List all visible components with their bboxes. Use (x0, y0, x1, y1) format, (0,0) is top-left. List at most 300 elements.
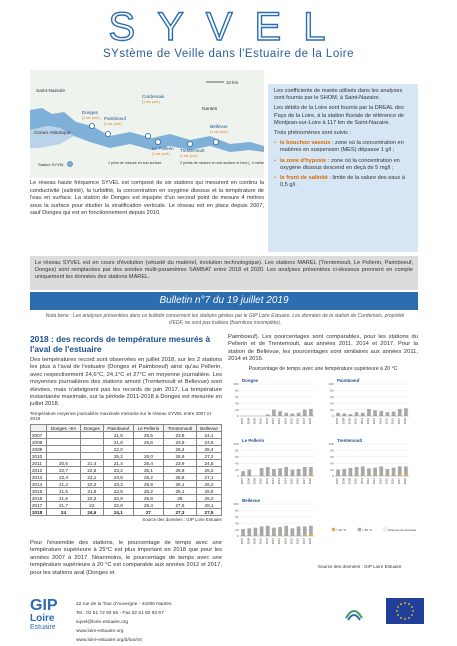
chart-bar-over20 (379, 466, 383, 476)
table-cell: 2010 (31, 453, 47, 460)
table-cell: 27,5 (196, 509, 221, 516)
chart-xtick-label: 2015 (289, 478, 294, 485)
table-cell: 26,8 (163, 453, 196, 460)
chart-bar-over20 (355, 467, 359, 476)
chart-xtick-label: 2015 (384, 478, 389, 485)
table-cell: 26,8 (163, 474, 196, 481)
chart-bar-over20 (297, 469, 301, 476)
chart-xtick-label: 2009 (252, 538, 257, 545)
chart-bar-over20 (278, 468, 282, 476)
chart-xtick-label: 2012 (365, 418, 370, 425)
chart-xtick-label: 2013 (277, 538, 282, 545)
table-cell: 22,5 (103, 488, 133, 495)
chart-xtick-label: 2016 (295, 418, 300, 425)
chart-xtick-label: 2018 (307, 478, 312, 485)
legend-swatch (384, 528, 387, 531)
chart-ytick-label: 40 (330, 461, 334, 466)
chart-xtick-label: 2015 (384, 418, 389, 425)
chart-bar-over20 (272, 410, 276, 416)
gip-logo (30, 598, 70, 632)
legend-label: > 20 °C (336, 527, 347, 532)
charts-panel (228, 376, 418, 558)
table-cell: 24,1 (103, 509, 133, 516)
chart-xtick-label: 2017 (301, 538, 306, 545)
table-cell: 22 (80, 502, 103, 509)
station-marker (155, 139, 160, 144)
chart-xtick-label: 2011 (359, 418, 364, 425)
chart-bar-over20 (272, 469, 276, 476)
section-title: 2018 : des records de température mesurés à l'aval de l'estuaire (30, 334, 211, 354)
chart-bar-over20 (291, 528, 295, 536)
chart-xtick-label: 2017 (396, 478, 401, 485)
table-cell: 24,5 (196, 460, 221, 467)
table-cell: 26,1 (163, 481, 196, 488)
chart-bar-over20 (266, 467, 270, 476)
table-cell: 24,5 (196, 439, 221, 446)
eu-flag-logo (386, 598, 424, 628)
chart-ytick-label: 0 (331, 414, 334, 419)
chart-ytick-label: 100 (233, 502, 239, 507)
chart-bar-over20 (272, 528, 276, 536)
chart-xtick-label: 2012 (270, 418, 275, 425)
station-marker (187, 141, 192, 146)
table-cell: 21,4 (80, 460, 103, 467)
chart-xtick-label: 2008 (341, 478, 346, 485)
table-cell: 23,2 (103, 467, 133, 474)
phenomenon-item: • la zone d'hypoxie : zone où la concentration en oxygène dissous descend en deçà de 5 mg/l ; (274, 158, 412, 172)
table-cell: 25,8 (133, 495, 163, 502)
chart-ytick-label: 80 (235, 448, 239, 453)
station-depth-label: (1 niv. prof.) (210, 130, 228, 134)
chart-bar-over20 (386, 469, 390, 476)
chart-bar-over20 (266, 526, 270, 536)
eu-star-icon (411, 614, 413, 616)
table-cell: 25,1 (133, 467, 163, 474)
chart-bar-over20 (260, 468, 264, 476)
chart-ytick-label: 20 (235, 407, 239, 412)
table-cell: 25,4 (196, 446, 221, 453)
chart-ytick-label: 40 (330, 401, 334, 406)
eu-star-icon (396, 610, 398, 612)
table-cell: 25,8 (163, 467, 196, 474)
chart-bar-over20 (349, 414, 353, 416)
chart-bar-over25 (309, 534, 313, 536)
chart-xtick-label: 2012 (270, 538, 275, 545)
table-cell: 27,6 (163, 502, 196, 509)
eu-star-icon (404, 602, 406, 604)
table-row (31, 439, 222, 446)
paragraph-3: Paimboeuf). Les pourcentages sont comparables, pour les stations du Pellerin et de Trentemoult, aux années 2011, 2014 et 2017. Pour la station de Bellevue, les pourcentages sont similaires aux années 2011, 2014 et 2016. (228, 334, 418, 363)
chart-xtick-label: 2009 (252, 418, 257, 425)
chart-ytick-label: 0 (331, 474, 334, 479)
station-depth-label: (1 niv. prof.) (142, 100, 160, 104)
table-cell: 2015 (31, 488, 47, 495)
table-cell: 21,2 (47, 481, 81, 488)
table-cell (47, 453, 81, 460)
chart-xtick-label: 2013 (372, 418, 377, 425)
chart-title: Trentemoult (337, 438, 363, 443)
table-cell: 26,2 (196, 467, 221, 474)
table-cell: 26,2 (196, 481, 221, 488)
chart-xtick-label: 2007 (240, 418, 245, 425)
chart-xtick-label: 2011 (264, 538, 269, 545)
table-row (31, 495, 222, 502)
station-marker (213, 139, 218, 144)
gip-logo-estuaire: Estuaire (30, 624, 56, 631)
table-cell: 26,5 (196, 488, 221, 495)
chart-ytick-label: 60 (235, 395, 239, 399)
chart-bar-over20 (379, 411, 383, 416)
eu-star-icon (404, 618, 406, 620)
syvel-logo-graphic (58, 6, 398, 46)
chart-ytick-label: 40 (235, 461, 239, 466)
chart-bar-over20 (309, 467, 313, 476)
station-marker (145, 133, 150, 138)
chart-bar-over20 (392, 412, 396, 416)
chart-bar-over20 (373, 468, 377, 476)
temperature-table (30, 424, 222, 516)
chart-bar-over20 (254, 528, 258, 536)
table-cell: 26,4 (133, 502, 163, 509)
table-cell: 25,9 (133, 481, 163, 488)
info-sidebox (268, 84, 418, 252)
bulletin-banner: Bulletin n°7 du 19 juillet 2019 (30, 292, 418, 310)
logo-text: SYVEL (108, 6, 348, 46)
table-cell: 26 (163, 495, 196, 502)
place-label: Nantes (202, 107, 218, 112)
table-cell: 22,2 (80, 481, 103, 488)
table-header-cell: Le Pellerin (133, 425, 163, 432)
table-cell: 21,8 (103, 439, 133, 446)
table-cell: 23,1 (80, 474, 103, 481)
chart-ytick-label: 20 (330, 407, 334, 412)
chart-bar-over20 (355, 412, 359, 416)
chart-xtick-label: 2008 (341, 418, 346, 425)
chart-xtick-label: 2015 (289, 418, 294, 425)
chart-xtick-label: 2014 (378, 478, 383, 485)
table-cell (133, 446, 163, 453)
paragraph-1: Des températures record sont observées en juillet 2018, sur les 2 stations les plus à l'aval de l'estuaire (Donges et Paimboeuf) ainsi qu'au Pellerin, avec respectivement 24,6°C, 24,1°C et 27°C en moyenne journalière. Les moyennes journalières des stations amont (Trentemoult et Bellevue) sont élevées, mais n'atteignent pas les records de juin 2017. La température instantanée maximale, sur la période 2011-2018 à Donges est mesurée en juillet 2018. (30, 357, 222, 408)
address: 22 rue de la Tour d'Auvergne - 44200 Nantes (76, 602, 172, 607)
table-cell: 24 (47, 509, 81, 516)
place-label: Saint-Nazaire (36, 89, 66, 94)
table-row (31, 460, 222, 467)
chart-xtick-label: 2007 (335, 418, 340, 425)
chart-xtick-label: 2009 (347, 478, 352, 485)
map-scale: 10 km (226, 80, 239, 85)
chart-bar-over20 (303, 410, 307, 416)
chart-xtick-label: 2014 (378, 418, 383, 425)
legend-1pt-label: 1 point de mesure en sub-surface (108, 161, 162, 165)
partner-logo (342, 600, 366, 624)
chart-bar-over20 (278, 411, 282, 416)
table-cell: 26,4 (163, 446, 196, 453)
charts-graphic (228, 376, 418, 558)
eu-star-icon (408, 603, 410, 605)
chart-bar-over20 (291, 470, 295, 476)
chart-ytick-label: 0 (236, 534, 239, 539)
charts-source: Source des données : GIP Loire Estuaire (318, 564, 402, 569)
legend-label: > 25 °C (362, 527, 373, 532)
chart-xtick-label: 2016 (295, 538, 300, 545)
chart-ytick-label: 60 (330, 395, 334, 399)
chart-ytick-label: 100 (328, 442, 334, 447)
table-row (31, 474, 222, 481)
table-cell (47, 446, 81, 453)
table-cell: 2013 (31, 474, 47, 481)
chart-title: Paimboeuf (337, 378, 360, 383)
table-cell: 27,1 (196, 474, 221, 481)
chart-ytick-label: 20 (330, 467, 334, 472)
table-row (31, 509, 222, 516)
chart-title: Bellevue (242, 498, 261, 503)
nota-bene: Nota bene : Les analyses présentées dans ce bulletin concernent les stations gérées par le GIP Loire Estuaire. Les données de la station de Cordemais, propriété d'EDF, ne sont pas traitées (fourniture incomplète). (45, 313, 405, 326)
chart-bar-over20 (349, 468, 353, 476)
chart-ytick-label: 60 (235, 455, 239, 459)
table-cell: 2007 (31, 432, 47, 439)
chart-xtick-label: 2016 (390, 418, 395, 425)
bulletin-link[interactable]: www.loire-estuaire.org/d/loo/mt (76, 638, 142, 643)
chart-bar-over20 (367, 468, 371, 476)
station-depth-label: (1 niv. prof.) (152, 152, 170, 156)
chart-ytick-label: 60 (235, 515, 239, 519)
table-cell: 23,9 (163, 439, 196, 446)
chart-xtick-label: 2017 (396, 418, 401, 425)
eu-star-icon (400, 617, 402, 619)
chart-ytick-label: 40 (235, 401, 239, 406)
station-marker (89, 123, 94, 128)
eu-star-icon (397, 614, 399, 616)
eu-star-icon (412, 610, 414, 612)
table-header-cell (31, 425, 47, 432)
table-header-cell: Bellevue (196, 425, 221, 432)
table-header-cell: Donges (80, 425, 103, 432)
chart-bar-over20 (284, 526, 288, 536)
table-cell: 22,0 (103, 446, 133, 453)
table-cell (80, 446, 103, 453)
chart-ytick-label: 80 (330, 388, 334, 393)
left-column (30, 334, 222, 522)
table-cell: 21,6 (103, 432, 133, 439)
table-cell: 25,5 (133, 432, 163, 439)
phenomenon-item: • le front de salinité : limite de la salure des eaux à 0,5 g/l. (274, 175, 412, 189)
station-map (30, 70, 264, 178)
website-link[interactable]: www.loire-estuaire.org (76, 629, 124, 634)
table-cell: 2011 (31, 460, 47, 467)
chart-bar-over20 (373, 410, 377, 416)
phenomena-list (274, 140, 412, 189)
table-cell: 21,4 (103, 460, 133, 467)
chart-bar-over20 (336, 470, 340, 476)
chart-xtick-label: 2011 (264, 478, 269, 485)
chart-xtick-label: 2010 (258, 538, 263, 545)
table-row (31, 432, 222, 439)
table-cell: 21,6 (47, 495, 81, 502)
chart-xtick-label: 2008 (246, 538, 251, 545)
table-cell (47, 439, 81, 446)
eu-star-icon (400, 603, 402, 605)
chart-bar-over20 (260, 526, 264, 536)
table-cell: 22,4 (47, 474, 81, 481)
eu-star-icon (411, 606, 413, 608)
chart-xtick-label: 2008 (246, 478, 251, 485)
chart-xtick-label: 2010 (258, 478, 263, 485)
chart-xtick-label: 2012 (270, 478, 275, 485)
chart-bar-over20 (367, 409, 371, 416)
place-label: Océan Atlantique (34, 131, 71, 136)
table-cell: 25,4 (133, 460, 163, 467)
table-row (31, 446, 222, 453)
network-evolution-box: Le réseau SYVEL est en cours d'évolution (vétusté du matériel, évolution technologique). Les stations MAREL (Trentemoult, Le Pellerin, Paimboeuf, Donges) sont remplacées par des sondes multi-paramètres SAMBAT entre 2018 et 2020. Les analyses présentées ci-dessous prennent en compte uniquement les données des stations MAREL. (30, 256, 418, 290)
table-cell: 25,2 (103, 453, 133, 460)
header-subtitle: SYstème de Veille dans l'Estuaire de la Loire (103, 48, 354, 60)
table-cell: 2012 (31, 467, 47, 474)
gip-logo-gip: GIP (30, 597, 58, 614)
chart-ytick-label: 0 (236, 414, 239, 419)
table-cell: 26,1 (163, 488, 196, 495)
table-header-cell: Donges -4m (47, 425, 81, 432)
table-caption: Température moyenne journalière maximale mesurée sur le réseau SYVEL entre 2007 et 2018 (30, 410, 211, 422)
station-marker (105, 131, 110, 136)
table-cell: 22,7 (47, 467, 81, 474)
chart-xtick-label: 2011 (359, 478, 364, 485)
table-cell: 20,6 (47, 460, 81, 467)
table-cell: 2017 (31, 502, 47, 509)
chart-xtick-label: 2017 (301, 478, 306, 485)
table-cell: 26,2 (196, 495, 221, 502)
table-cell: 24,1 (196, 432, 221, 439)
table-cell: 23,9 (163, 460, 196, 467)
sidebox-p1: Les coefficients de marée utilisés dans les analyses sont fournis par le SHOM, à Saint-Nazaire. (274, 88, 403, 102)
table-cell (47, 432, 81, 439)
chart-bar-over20 (247, 470, 251, 476)
table-cell: 23,5 (103, 474, 133, 481)
legend-station-label: Station SYVEL (38, 162, 65, 167)
chart-bar-over20 (398, 409, 402, 416)
chart-ytick-label: 20 (235, 467, 239, 472)
chart-bar-over20 (392, 468, 396, 476)
chart-ytick-label: 80 (235, 388, 239, 393)
chart-bar-over20 (291, 413, 295, 416)
chart-bar-over20 (361, 413, 365, 416)
legend-label: Absence de données (388, 527, 417, 532)
chart-bar-over20 (241, 529, 245, 536)
table-cell: 25,6 (133, 439, 163, 446)
table-cell: 23,3 (103, 481, 133, 488)
chart-xtick-label: 2009 (347, 418, 352, 425)
phenomenon-item: • le bouchon vaseux : zone où la concentration en matières en suspension (MES) dépasse 1 g/l ; (274, 140, 412, 154)
table-cell: 24,6 (80, 509, 103, 516)
chart-bar-over20 (309, 409, 313, 416)
chart-bar-over20 (297, 526, 301, 536)
table-cell: 26,0 (133, 453, 163, 460)
charts-title: Pourcentage de temps avec une température supérieure à 20 °C (248, 365, 398, 372)
chart-xtick-label: 2010 (258, 418, 263, 425)
partner-logo-icon (342, 600, 366, 624)
syvel-logo (58, 6, 398, 46)
table-cell: 28,1 (196, 502, 221, 509)
chart-xtick-label: 2016 (295, 478, 300, 485)
map-graphic (30, 70, 264, 178)
table-row (31, 453, 222, 460)
chart-xtick-label: 2014 (283, 418, 288, 425)
chart-ytick-label: 20 (235, 527, 239, 532)
chart-xtick-label: 2017 (301, 418, 306, 425)
table-cell (80, 453, 103, 460)
chart-bar-over20 (284, 467, 288, 476)
chart-xtick-label: 2010 (353, 478, 358, 485)
chart-bar-over20 (297, 413, 301, 416)
chart-bar-over20 (303, 526, 307, 536)
table-header-cell: Paimboeuf (103, 425, 133, 432)
station-label: Donges (82, 110, 98, 115)
right-column (228, 334, 418, 372)
eu-flag-icon (386, 598, 424, 628)
chart-bar-over20 (336, 413, 340, 416)
legend-swatch (332, 528, 335, 531)
chart-bar-over25 (404, 474, 408, 476)
chart-xtick-label: 2018 (307, 538, 312, 545)
table-cell: 23,8 (163, 432, 196, 439)
table-row (31, 488, 222, 495)
chart-ytick-label: 100 (328, 382, 334, 387)
chart-bar-over20 (386, 412, 390, 416)
phone: Tel.: 02 51 72 93 65 - Fax 02 51 82 93 67 (76, 611, 164, 616)
paragraph-2: Pour l'ensemble des stations, le pourcentage de temps avec une température supérieure à 25°C est plus important en 2018 que pour les années 2007 à 2017. Néanmoins, le pourcentage de temps avec une température supérieure à 20 °C est comparable aux années 2012 et 2017, pour les stations aval (Donges et (30, 540, 222, 576)
station-label: Cordemais (142, 94, 165, 99)
table-cell: 27,3 (163, 509, 196, 516)
table-header-cell: Trentemoult (163, 425, 196, 432)
chart-xtick-label: 2013 (372, 478, 377, 485)
table-cell: 21,5 (47, 488, 81, 495)
table-cell: 22,2 (80, 495, 103, 502)
chart-bar-over20 (342, 413, 346, 416)
chart-xtick-label: 2007 (240, 538, 245, 545)
table-cell (80, 439, 103, 446)
chart-ytick-label: 80 (330, 448, 334, 453)
table-row (31, 467, 222, 474)
chart-xtick-label: 2014 (283, 538, 288, 545)
chart-xtick-label: 2018 (402, 418, 407, 425)
contact-block (76, 600, 236, 645)
intro-text: Le réseau haute fréquence SYVEL est composé de six stations qui mesurent en continu la conductivité (salinité), la turbidité, la concentration en oxygène dissous et la température de l'eau en surface. La station de Donges est équipée d'un second point de mesure 4 mètres sous la surface pour étudier la stratification verticale. Le réseau est en place depuis 2007, sauf Donges qui est en fonctionnement depuis 2010. (30, 180, 264, 217)
chart-bar-over20 (303, 467, 307, 476)
chart-bar-over20 (266, 414, 270, 416)
chart-xtick-label: 2018 (402, 478, 407, 485)
chart-xtick-label: 2015 (289, 538, 294, 545)
table-cell: 2016 (31, 495, 47, 502)
chart-ytick-label: 100 (233, 442, 239, 447)
chart-xtick-label: 2016 (390, 478, 395, 485)
eu-star-icon (397, 606, 399, 608)
eu-star-icon (408, 617, 410, 619)
station-depth-label: (1 niv. prof.) (180, 154, 198, 158)
legend-swatch (358, 528, 361, 531)
email-link[interactable]: sqvel@loire-estuaire.org (76, 620, 129, 625)
table-row (31, 502, 222, 509)
table-source: Source des données : GIP Loire Estuaire (142, 517, 222, 523)
table-cell: 22,9 (103, 495, 133, 502)
station-label: Le Pellerin (152, 146, 174, 151)
table-cell: 27,2 (196, 453, 221, 460)
chart-ytick-label: 40 (235, 521, 239, 526)
chart-bar-over20 (278, 527, 282, 536)
sidebox-p3: Trois phénomènes sont suivis : (274, 130, 351, 137)
table-cell: 22,6 (80, 467, 103, 474)
table-cell: 2014 (31, 481, 47, 488)
table-cell: 27 (133, 509, 163, 516)
table-cell (80, 432, 103, 439)
